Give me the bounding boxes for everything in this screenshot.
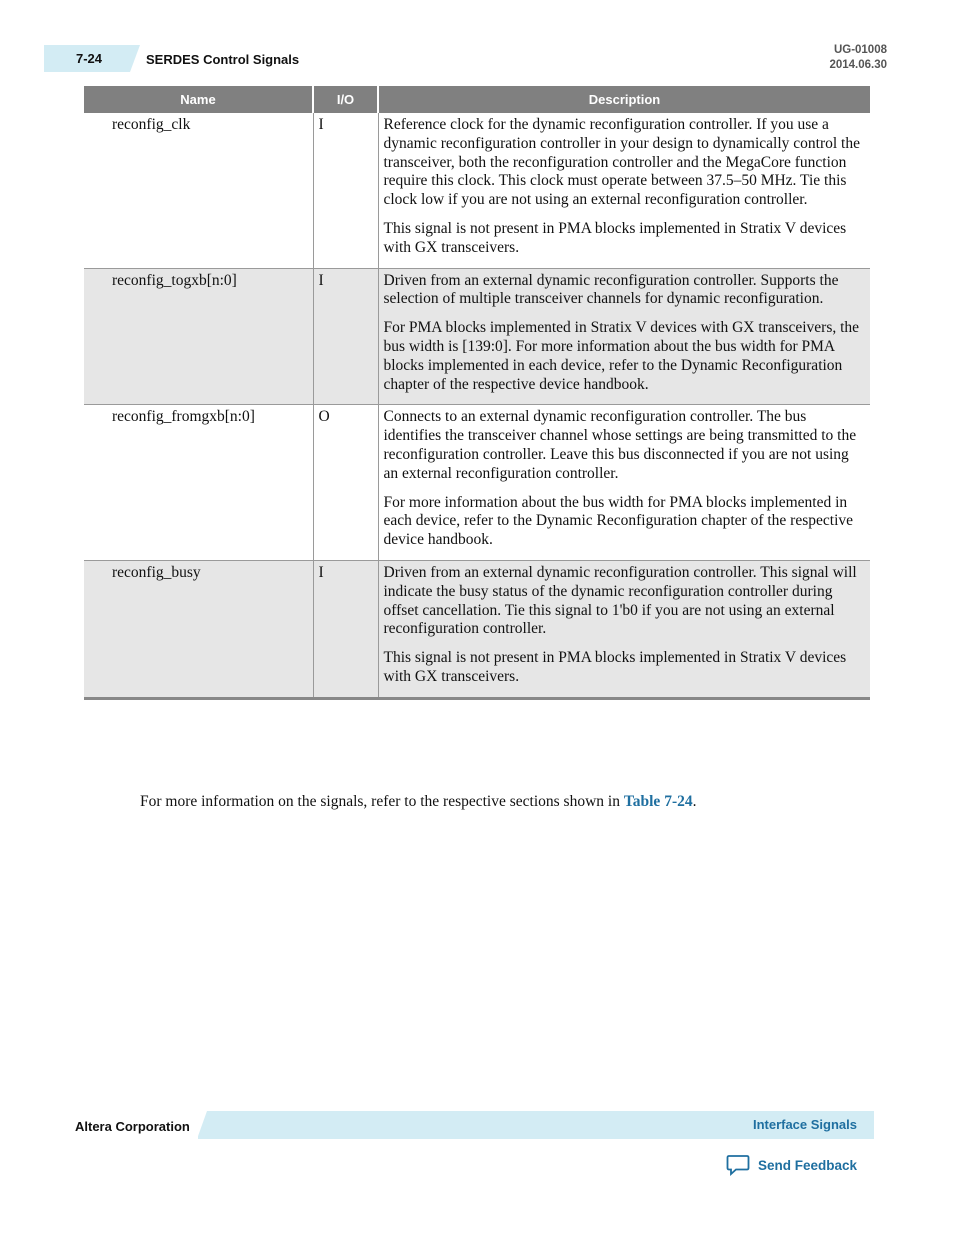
section-title: SERDES Control Signals <box>146 52 300 67</box>
page-number: 7-24 <box>76 51 103 66</box>
table-row <box>84 560 870 698</box>
column-header-name: Name <box>84 86 313 113</box>
note-text: For more information on the signals, refer to the respective sections shown in <box>140 793 624 810</box>
description-paragraph: Reference clock for the dynamic reconfiguration controller. If you use a dynamic reconfiguration controller in your design to dynamically control the transceiver, both the reconfiguration controller and the MegaCore function require this clock. This clock must operate between 37.5–50 MHz. Tie this clock low if you are not using an external reconfiguration controller. <box>383 116 860 209</box>
description-paragraph: Connects to an external dynamic reconfiguration controller. The bus identifies the transceiver channel whose settings are being transmitted to the reconfiguration controller. Leave this bus disconnected if you are not using an external reconfiguration controller. <box>383 408 857 482</box>
table-reference-link[interactable]: Table 7-24 <box>623 793 693 810</box>
description-paragraph: Driven from an external dynamic reconfiguration controller. Supports the selection of multiple transceiver channels for dynamic reconfiguration. <box>383 271 839 308</box>
send-feedback-label: Send Feedback <box>758 1157 858 1173</box>
column-header-io: I/O <box>313 86 378 113</box>
footer-section-link[interactable]: Interface Signals <box>752 1117 857 1132</box>
table-row <box>84 268 870 405</box>
description-paragraph: This signal is not present in PMA blocks implemented in Stratix V devices with GX transceivers. <box>383 649 847 685</box>
send-feedback-link[interactable] <box>726 1154 857 1176</box>
signal-name: reconfig_fromgxb[n:0] <box>84 405 313 561</box>
description-paragraph: For PMA blocks implemented in Stratix V devices with GX transceivers, the bus width is [139:0]. For more information about the bus width for PMA blocks implemented in each device, refer to the Dynamic Reconfiguration chapter of the respective device handbook. <box>383 319 860 393</box>
signal-io: I <box>313 113 378 268</box>
table-header-row <box>84 86 870 113</box>
doc-date: 2014.06.30 <box>829 59 887 71</box>
note-paragraph <box>140 793 696 811</box>
signal-name: reconfig_clk <box>84 113 313 268</box>
signal-name: reconfig_togxb[n:0] <box>84 268 313 405</box>
signal-io: I <box>313 268 378 405</box>
description-paragraph: This signal is not present in PMA blocks implemented in Stratix V devices with GX transceivers. <box>383 219 847 256</box>
footer-company: Altera Corporation <box>75 1119 190 1134</box>
signal-io: I <box>313 560 378 698</box>
doc-id-block <box>829 43 887 73</box>
signal-table <box>84 86 870 700</box>
signal-io: O <box>313 405 378 561</box>
note-end: . <box>692 793 697 810</box>
description-paragraph: For more information about the bus width for PMA blocks implemented in each device, refer to the Dynamic Reconfiguration chapter of the respective device handbook. <box>383 493 854 549</box>
signal-description <box>378 405 870 561</box>
signal-name: reconfig_busy <box>84 560 313 698</box>
description-paragraph: Driven from an external dynamic reconfiguration controller. This signal will indicate the busy status of the dynamic reconfiguration controller during offset cancellation. Tie this signal to 1'b0 if you are not using an external reconfiguration controller. <box>383 563 857 638</box>
table-row <box>84 113 870 268</box>
table-row <box>84 405 870 561</box>
signal-description <box>378 268 870 405</box>
speech-bubble-icon <box>726 1154 750 1176</box>
signal-description <box>378 560 870 698</box>
column-header-description: Description <box>378 86 870 113</box>
signal-description <box>378 113 870 268</box>
doc-id: UG-01008 <box>833 44 887 56</box>
